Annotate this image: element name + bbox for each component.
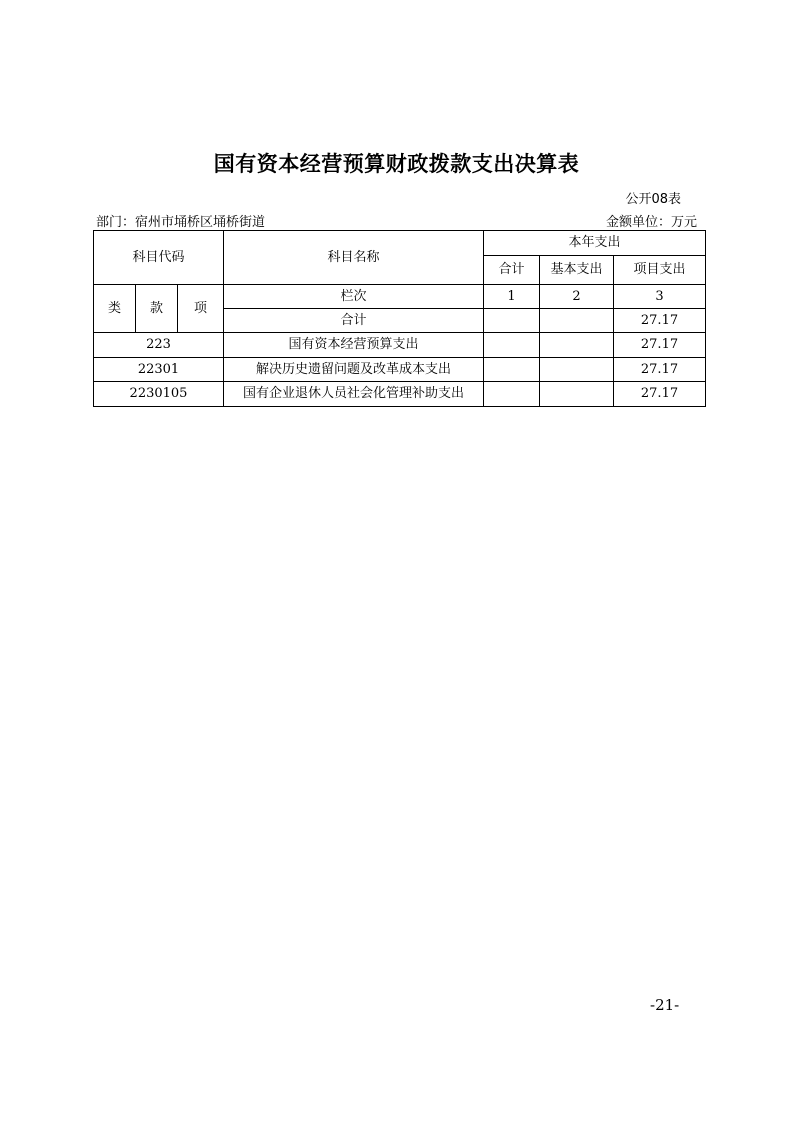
column-number-3: 3 <box>614 285 706 309</box>
column-number-2: 2 <box>540 285 614 309</box>
header-current-year: 本年支出 <box>484 231 706 256</box>
total-row-total <box>484 309 540 333</box>
header-project: 项目支出 <box>614 256 706 285</box>
header-xiang: 项 <box>178 285 224 333</box>
header-basic: 基本支出 <box>540 256 614 285</box>
row-total <box>484 358 540 382</box>
column-label: 栏次 <box>224 285 484 309</box>
column-number-row <box>94 285 706 309</box>
row-basic <box>540 333 614 358</box>
row-basic <box>540 382 614 407</box>
row-total <box>484 333 540 358</box>
row-name: 国有企业退休人员社会化管理补助支出 <box>224 382 484 407</box>
row-code: 2230105 <box>94 382 224 407</box>
row-code: 22301 <box>94 358 224 382</box>
row-basic <box>540 358 614 382</box>
amount-unit-label: 金额单位：万元 <box>605 215 697 230</box>
row-name: 国有资本经营预算支出 <box>224 333 484 358</box>
header-total: 合计 <box>484 256 540 285</box>
header-kuan: 款 <box>136 285 178 333</box>
header-subject-name: 科目名称 <box>224 231 484 285</box>
total-row-project: 27.17 <box>614 309 706 333</box>
header-code-group: 科目代码 <box>94 231 224 285</box>
header-lei: 类 <box>94 285 136 333</box>
row-total <box>484 382 540 407</box>
form-number: 公开08表 <box>625 192 681 207</box>
expenditure-table <box>93 230 706 407</box>
page-title: 国有资本经营预算财政拨款支出决算表 <box>213 152 580 176</box>
department-label: 部门：宿州市埇桥区埇桥街道 <box>96 215 266 230</box>
table-row <box>94 382 706 407</box>
header-row-1 <box>94 231 706 256</box>
row-name: 解决历史遗留问题及改革成本支出 <box>224 358 484 382</box>
total-row-label: 合计 <box>224 309 484 333</box>
column-number-1: 1 <box>484 285 540 309</box>
row-project: 27.17 <box>614 333 706 358</box>
row-project: 27.17 <box>614 382 706 407</box>
table-row <box>94 333 706 358</box>
row-code: 223 <box>94 333 224 358</box>
row-project: 27.17 <box>614 358 706 382</box>
table-row <box>94 358 706 382</box>
page-number: -21- <box>650 996 680 1014</box>
total-row-basic <box>540 309 614 333</box>
